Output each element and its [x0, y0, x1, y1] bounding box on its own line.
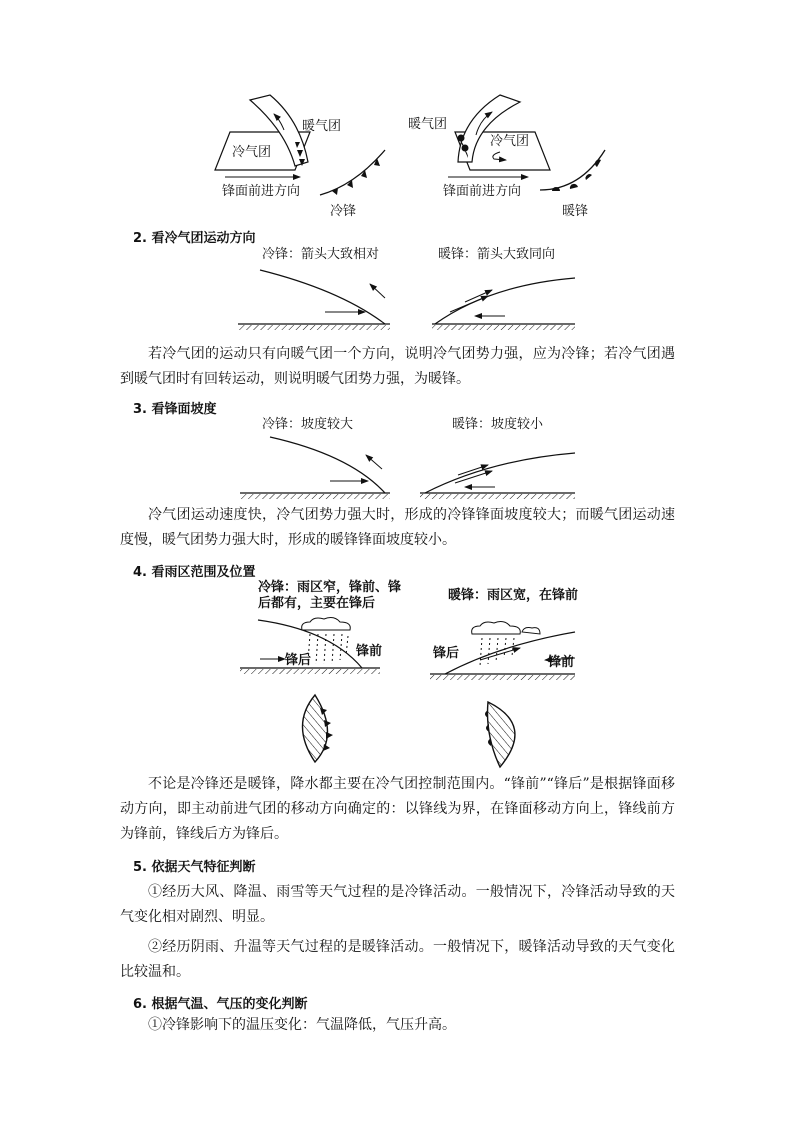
cold-front-rain-plan	[303, 695, 328, 762]
section-5-paragraph-2: ②经历阴雨、升温等天气过程的是暖锋活动。一般情况下，暖锋活动导致的天气变化比较温和。	[120, 939, 675, 980]
cold-front-label: 冷锋	[330, 204, 357, 219]
front-3d-diagram	[200, 90, 620, 225]
section-4-paragraph: 不论是冷锋还是暖锋，降水都主要在冷气团控制范围内。“锋前”“锋后”是根据锋面移动方向，即主动前进气团的移动方向确定的：以锋线为界，在锋面移动方向上，锋线前方为锋前，锋线后方为锋后。	[120, 776, 675, 842]
section-4-heading: 4. 看雨区范围及位置	[133, 565, 256, 580]
section-2-heading: 2. 看冷气团运动方向	[133, 231, 256, 246]
front-direction-label-right: 锋面前进方向	[443, 184, 522, 199]
cold-behind-label: 锋后	[285, 653, 312, 668]
cold-front-caption-2: 冷锋：箭头大致相对	[262, 247, 380, 262]
cold-front-caption-4-line1: 冷锋：雨区窄，锋前、锋	[258, 580, 402, 595]
warm-behind-label: 锋后	[433, 646, 460, 661]
warm-front-label: 暖锋	[562, 204, 589, 219]
front-slope-diagram	[230, 425, 590, 505]
warm-front-rain-plan	[488, 702, 515, 767]
cold-air-label-right: 冷气团	[490, 134, 530, 149]
cold-ahead-label: 锋前	[356, 644, 383, 659]
warm-front-caption-3: 暖锋：坡度较小	[452, 417, 544, 432]
cold-front-caption-3: 冷锋：坡度较大	[262, 417, 354, 432]
section-2-paragraph: 若冷气团的运动只有向暖气团一个方向，说明冷气团势力强，应为冷锋；若冷气团遇到暖气团时有回转运动，则说明暖气团势力强，为暖锋。	[120, 346, 675, 387]
section-5-heading: 5. 依据天气特征判断	[133, 860, 256, 875]
cold-front-line	[320, 150, 385, 195]
section-3-paragraph: 冷气团运动速度快，冷气团势力强大时，形成的冷锋锋面坡度较大；而暖气团运动速度慢，暖气团势力强大时，形成的暖锋锋面坡度较小。	[120, 507, 675, 548]
warm-air-label-left: 暖气团	[302, 119, 342, 134]
cold-front-caption-4-line2: 后都有，主要在锋后	[258, 596, 376, 611]
front-direction-label-left: 锋面前进方向	[222, 184, 301, 199]
warm-front-caption-4: 暖锋：雨区宽，在锋前	[448, 588, 579, 603]
section-5-paragraph-1: ①经历大风、降温、雨雪等天气过程的是冷锋活动。一般情况下，冷锋活动导致的天气变化相对剧烈、明显。	[120, 884, 675, 925]
warm-front-caption-2: 暖锋：箭头大致同向	[438, 247, 556, 262]
section-3-heading: 3. 看锋面坡度	[133, 402, 217, 417]
warm-air-label-right: 暖气团	[408, 117, 448, 132]
section-6-heading: 6. 根据气温、气压的变化判断	[133, 997, 308, 1012]
cold-air-label-left: 冷气团	[232, 145, 272, 160]
section-6-paragraph-1: ①冷锋影响下的温压变化：气温降低，气压升高。	[148, 1017, 456, 1033]
warm-ahead-label: 锋前	[548, 655, 575, 670]
rain-area-diagram	[230, 610, 590, 770]
